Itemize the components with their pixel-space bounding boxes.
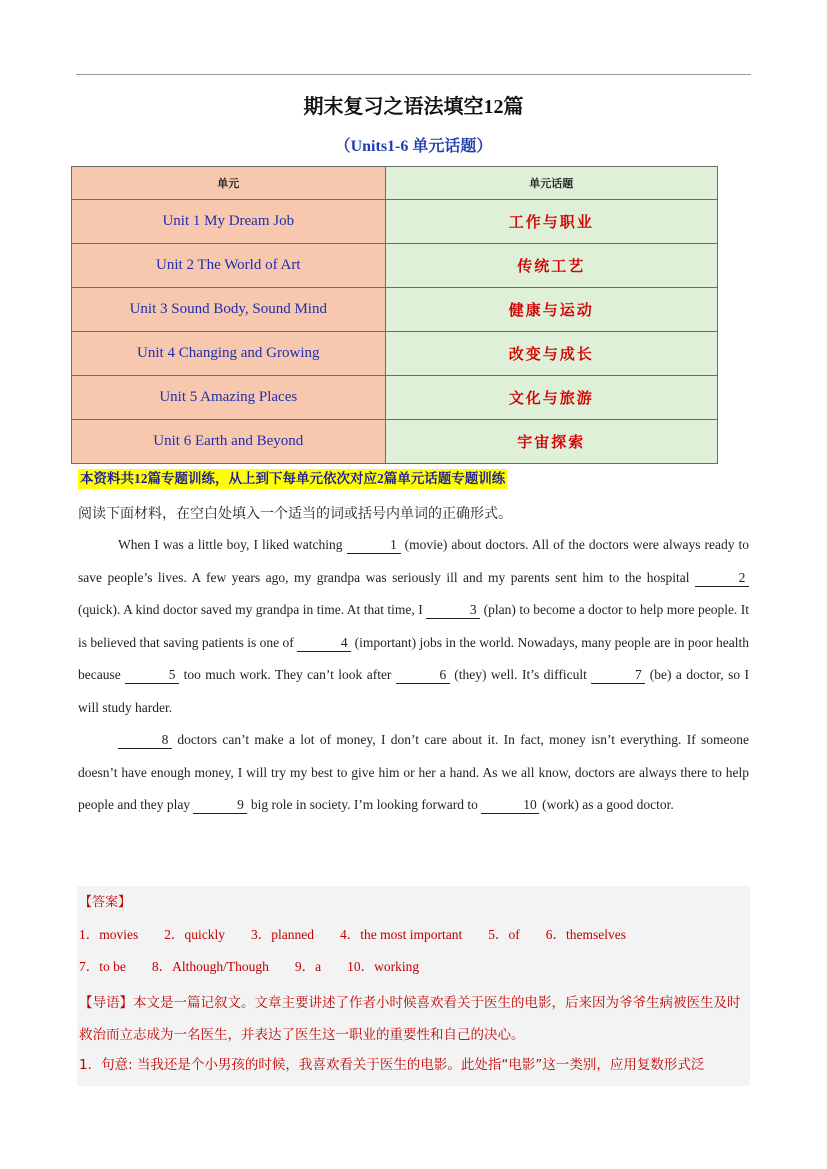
unit-cell: Unit 6 Earth and Beyond [72,420,386,464]
guide-label: 【导语】 [79,995,133,1011]
answer-item: 3．planned [251,927,314,942]
passage-paragraph-2 [78,724,749,822]
table-row [72,200,718,244]
blank-9[interactable]: 9 [193,797,247,814]
explanation-line: 1．句意: 当我还是个小男孩的时候，我喜欢看关于医生的电影。此处指“电影”这一类别，应用复数形式泛 [79,1057,705,1073]
header-unit: 单元 [72,167,386,200]
instruction-text: 阅读下面材料，在空白处填入一个适当的词或括号内单词的正确形式。 [78,506,512,522]
unit-cell: Unit 4 Changing and Growing [72,332,386,376]
passage-text: (be) a doctor, so I will study harder. [78,667,749,715]
page-title: 期末复习之语法填空12篇 [303,96,524,118]
blank-1[interactable]: 1 [347,537,401,554]
table-row [72,332,718,376]
answer-item: 2．quickly [164,927,225,942]
answer-list-line-2 [79,957,750,977]
blank-7[interactable]: 7 [591,667,645,684]
passage-text: (plan) to become a doctor to help more people. It is believed that saving patients is one of [78,602,750,650]
table-row [72,288,718,332]
passage-text: (quick). A kind doctor saved my grandpa in time. At that time, I [78,602,427,617]
passage-text: (movie) about doctors. All of the doctors were always ready to save people’s lives. A few years ago, my grandpa was seriously ill and my parents sent him to the hospital [78,537,750,585]
answer-label [79,892,131,913]
blank-10[interactable]: 10 [481,797,539,814]
unit-cell: Unit 3 Sound Body, Sound Mind [72,288,386,332]
answer-item: 10．working [347,959,420,974]
topic-cell: 文化与旅游 [385,376,717,420]
passage-text: doctors can’t make a lot of money, I don’t care about it. In fact, money isn’t everything. If someone doesn’t have enough money, I will try my best to give him or her a hand. As we all know, doctors are always there to help people and they play [78,732,749,812]
blank-6[interactable]: 6 [396,667,450,684]
passage-text: (important) jobs in the world. Nowadays, many people are in poor health because [78,634,750,682]
table-row [72,244,718,288]
answer-item: 9．a [294,959,322,974]
blank-8[interactable]: 8 [118,732,172,749]
table-row [72,420,718,464]
passage-text: (work) as a good doctor. [538,797,674,812]
answer-list-line-1 [79,925,750,945]
page-subtitle: （Units1-6 单元话题） [334,138,493,155]
topic-cell: 健康与运动 [385,288,717,332]
answer-item: 5．of [488,927,520,942]
passage-paragraph-1 [78,529,749,724]
passage-text: big role in society. I’m looking forward to [247,797,482,812]
passage-text: too much work. They can’t look after [179,667,396,682]
answer-label-text: 【答案】 [79,895,132,910]
guide-section [79,987,750,1051]
topic-cell: 传统工艺 [385,244,717,288]
topic-cell: 宇宙探索 [385,420,717,464]
topic-cell: 工作与职业 [385,200,717,244]
passage-text: (they) well. It’s difficult [449,667,592,682]
answer-item: 1．movies [79,927,139,942]
unit-topic-table [71,166,718,464]
blank-3[interactable]: 3 [426,602,480,619]
header-rule [76,74,751,75]
table-header-row [72,167,718,200]
header-topic: 单元话题 [385,167,717,200]
blank-2[interactable]: 2 [695,570,749,587]
unit-cell: Unit 2 The World of Art [72,244,386,288]
unit-cell: Unit 5 Amazing Places [72,376,386,420]
unit-cell: Unit 1 My Dream Job [72,200,386,244]
blank-5[interactable]: 5 [125,667,179,684]
answer-item: 6．themselves [545,927,626,942]
answer-item: 8．Although/Though [151,959,269,974]
guide-text: 本文是一篇记叙文。文章主要讲述了作者小时候喜欢看关于医生的电影，后来因为爷爷生病被医生及时救治而立志成为一名医生，并表达了医生这一职业的重要性和自己的决心。 [79,995,741,1043]
blank-4[interactable]: 4 [297,635,351,652]
passage-text: When I was a little boy, I liked watching [118,537,347,552]
answer-item: 7．to be [79,959,126,974]
highlight-note: 本资料共12篇专题训练，从上到下每单元依次对应2篇单元话题专题训练 [78,469,507,489]
topic-cell: 改变与成长 [385,332,717,376]
answer-item: 4．the most important [340,927,463,942]
table-row [72,376,718,420]
